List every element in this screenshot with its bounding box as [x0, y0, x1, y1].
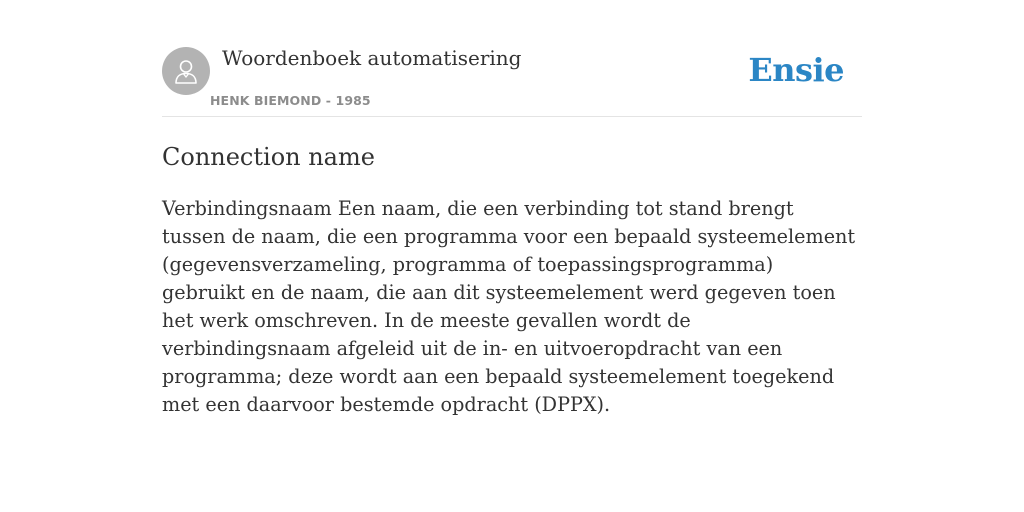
dictionary-title[interactable]: Woordenboek automatisering: [222, 46, 522, 70]
entry-meta: [210, 93, 371, 109]
entry-definition: Verbindingsnaam Een naam, die een verbinding tot stand brengt tussen de naam, die een programma voor een bepaald systeemelement (gegevensverzameling, programma of toepassingsprogramma) gebruikt en de naam, die aan dit systeemelement werd gegeven toen het werk omschreven. In de meeste gevallen wordt de verbindingsnaam afgeleid uit de in- en uitvoeropdracht van een programma; deze wordt aan een bepaald systeemelement toegekend met een daarvoor bestemde opdracht (DPPX).: [162, 197, 856, 416]
user-icon: [171, 56, 201, 86]
author-avatar[interactable]: [162, 47, 210, 95]
author-name[interactable]: HENK BIEMOND: [210, 93, 322, 108]
entry-term: Connection name: [162, 143, 375, 171]
publication-year: 1985: [335, 93, 371, 108]
entry-card: [162, 0, 862, 419]
ensie-logo[interactable]: Ensie: [748, 51, 844, 89]
entry-header: [162, 0, 862, 117]
meta-separator: -: [321, 93, 336, 108]
